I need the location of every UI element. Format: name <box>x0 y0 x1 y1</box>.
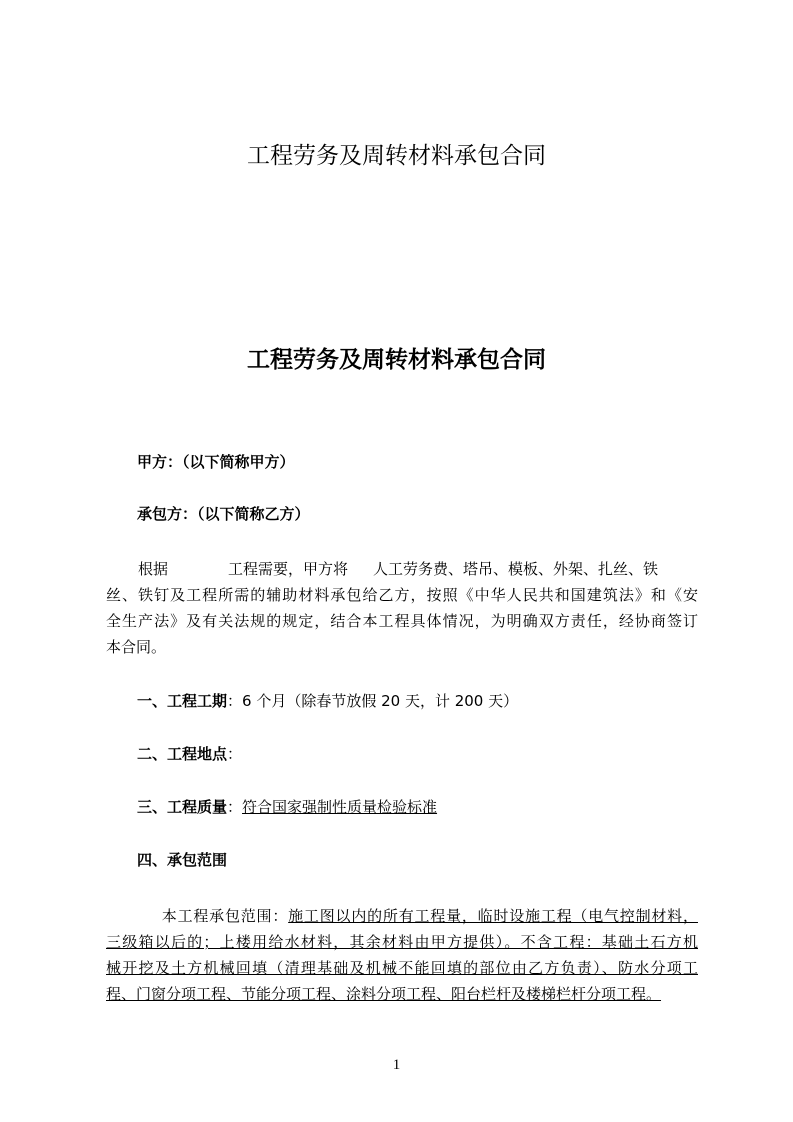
section-2-text: ： <box>227 745 243 763</box>
intro-line-2: 丝、铁钉及工程所需的辅助材料承包给乙方，按照《中华人民共和国建筑法》和《安 <box>106 586 698 604</box>
intro-paragraph <box>106 556 698 660</box>
intro-line-1 <box>106 556 698 582</box>
intro-part-2: 人工劳务费、塔吊、模板、外架、扎丝、铁 <box>373 560 659 578</box>
section-1-heading: 一、工程工期 <box>137 692 228 710</box>
scope-lead: 本工程承包范围： <box>161 907 289 925</box>
scope-line-1-text: 施工图以内的所有工程量，临时设施工程（电气控制材料， <box>288 907 698 925</box>
section-2-location <box>137 744 242 764</box>
scope-line-4: 程、门窗分项工程、节能分项工程、涂料分项工程、阳台栏杆及楼梯栏杆分项工程。 <box>106 985 662 1003</box>
section-3-quality <box>137 797 437 817</box>
section-1-text: ：6 个月（除春节放假 20 天，计 200 天） <box>227 692 519 710</box>
page-number: 1 <box>392 1057 401 1073</box>
scope-paragraph <box>106 903 698 1007</box>
section-3-text: 符合国家强制性质量检验标准 <box>242 798 438 816</box>
scope-line-1 <box>106 903 698 929</box>
intro-line-4: 本合同。 <box>106 638 167 656</box>
intro-word-basis: 根据 <box>138 560 169 578</box>
cover-title: 工程劳务及周转材料承包合同 <box>247 143 546 169</box>
scope-line-3: 械开挖及土方机械回填（清理基础及机械不能回填的部位由乙方负责）、防水分项工 <box>106 959 698 977</box>
section-3-heading: 三、工程质量 <box>137 798 228 816</box>
scope-line-2: 三级箱以后的；上楼用给水材料，其余材料由甲方提供）。不含工程：基础土石方机 <box>106 933 698 951</box>
intro-line-3: 全生产法》及有关法规的规定，结合本工程具体情况，为明确双方责任，经协商签订 <box>106 612 698 630</box>
party-b-line: 承包方：（以下简称乙方） <box>137 505 310 523</box>
party-a-line: 甲方：（以下简称甲方） <box>137 453 295 471</box>
section-2-heading: 二、工程地点 <box>137 745 228 763</box>
section-1-duration <box>137 691 518 711</box>
section-3-colon: ： <box>227 798 243 816</box>
contract-title: 工程劳务及周转材料承包合同 <box>247 347 546 373</box>
intro-part-1: 工程需要，甲方将 <box>228 560 349 578</box>
section-4-scope-heading: 四、承包范围 <box>137 851 228 869</box>
